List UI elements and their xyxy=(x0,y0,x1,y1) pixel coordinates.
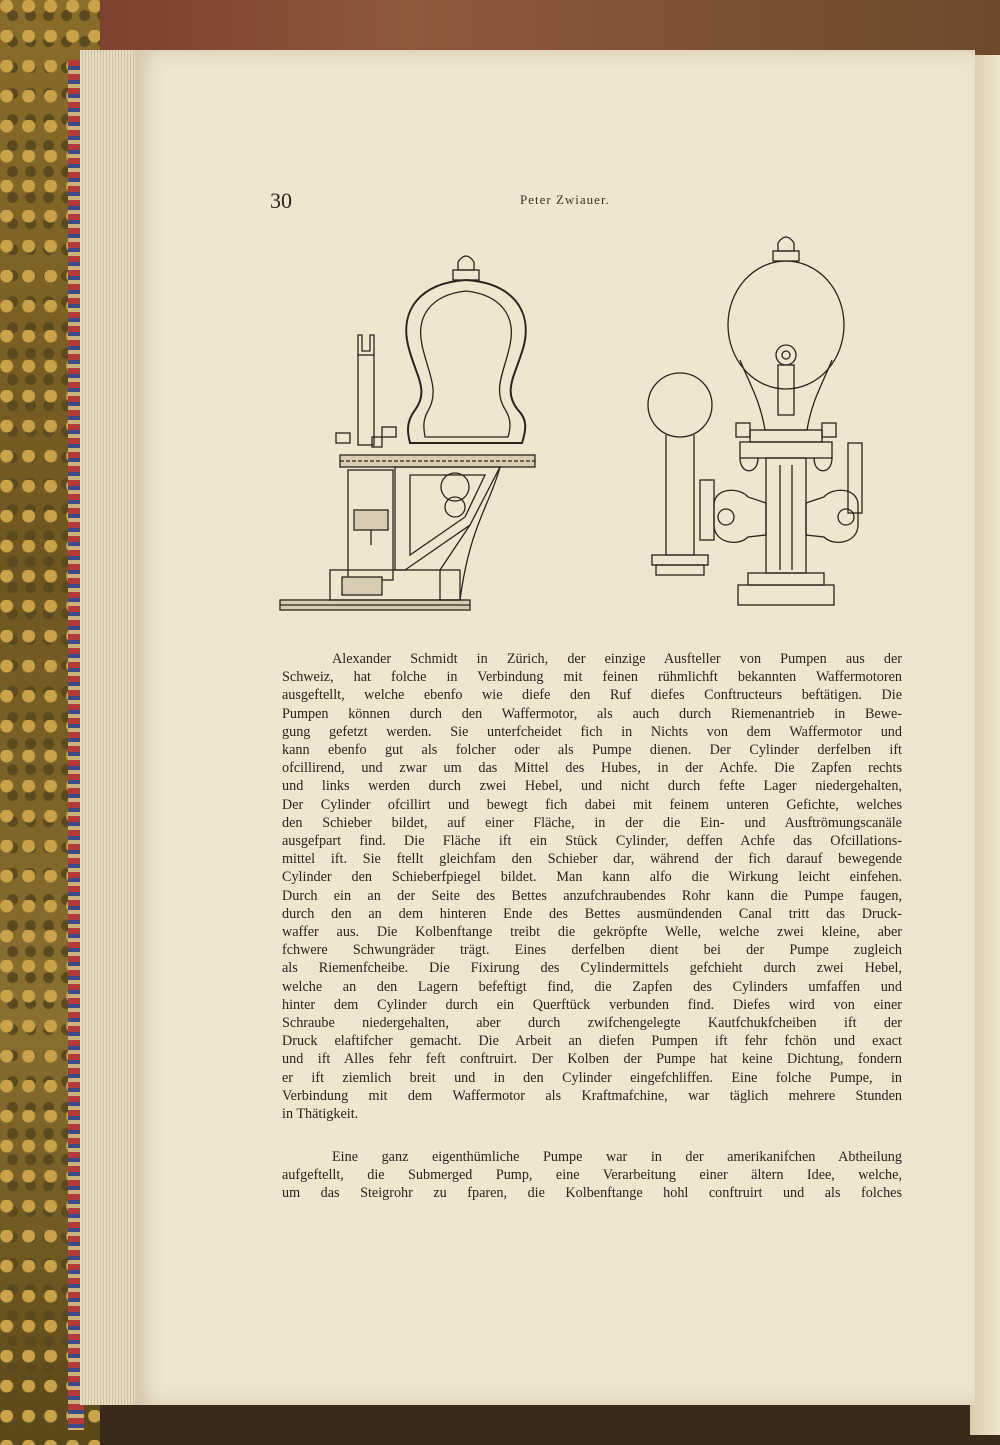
text-line: welche an den Lagern befeftigt find, die Zapfen des Cylinders umfaffen und xyxy=(282,978,902,995)
text-line: den Schieber bildet, auf einer Fläche, in der die Ein- und Ausftrömungscanäle xyxy=(282,814,902,831)
text-line: ofcillirend, und zwar um das Mittel des Hubes, in der Achfe. Die Zapfen rechts xyxy=(282,760,902,777)
pump-illustration xyxy=(270,225,910,620)
text-line: Druck elaftifcher gemacht. Die Arbeit an diefen Pumpen ift fehr fchön und exact xyxy=(282,1033,902,1050)
paragraph-submerged-pump xyxy=(282,1148,902,1203)
text-line: Pumpen können durch den Waffermotor, als auch durch Riemenantrieb in Bewe- xyxy=(282,705,902,722)
text-line: gung gefetzt werden. Sie unterfcheidet fich in Nichts von dem Waffermotor und xyxy=(282,723,902,740)
text-line: Cylinder den Schieberfpiegel bildet. Man kann alfo die Wirkung leicht einfehen. xyxy=(282,869,902,886)
text-line: mittel ift. Sie ftellt gleichfam den Schieber dar, während der fich darauf bewegende xyxy=(282,851,902,868)
text-line: kann ebenfo gut als folcher oder als Pumpe dienen. Der Cylinder derfelben ift xyxy=(282,742,902,759)
pump-front-drawing xyxy=(648,237,862,605)
text-line: hinter dem Cylinder durch ein Querftück verbunden find. Diefes wird von einer xyxy=(282,996,902,1013)
text-line: er ift ziemlich breit und in den Cylinder eingefchliffen. Eine folche Pumpe, in xyxy=(282,1069,902,1086)
text-line: um das Steigrohr zu fparen, die Kolbenftange hohl conftruirt und als folches xyxy=(282,1185,902,1202)
page-stack xyxy=(80,50,140,1405)
text-line: waffer aus. Die Kolbenftange treibt die gekröpfte Welle, welche zwei kleine, aber xyxy=(282,924,902,941)
running-title: Peter Zwiauer. xyxy=(520,192,610,207)
text-line: Schweiz, hat folche in Verbindung mit feinen rühmlichft bekannten Waffermotoren xyxy=(282,669,902,686)
text-line: Eine ganz eigenthümliche Pumpe war in der amerikanifchen Abtheilung xyxy=(332,1149,902,1165)
text-line: ausgefpart find. Die Fläche ift ein Stück Cylinder, deffen Achfe das Ofcillations- xyxy=(282,833,902,850)
text-line: durch den an dem hinteren Ende des Bettes ausmündenden Canal tritt das Druck- xyxy=(282,905,902,922)
text-line: ausgeftellt, welche ebenfo wie diefe den Ruf diefes Conftructeurs beftätigen. Die xyxy=(282,687,902,704)
text-line: in Thätigkeit. xyxy=(282,1106,359,1123)
text-line: Schraube niedergehalten, aber durch zwifchengelegte Kautfchukfcheiben ift der xyxy=(282,1015,902,1032)
text-line: fchwere Schwungräder trägt. Eines derfelben dient bei der Pumpe zugleich xyxy=(282,942,902,959)
text-line: und ift Alles fehr feft conftruirt. Der Kolben der Pumpe hat keine Dichtung, fondern xyxy=(282,1051,902,1068)
text-line: Alexander Schmidt in Zürich, der einzige Ausfteller von Pumpen aus der xyxy=(332,651,902,667)
pump-section-drawing xyxy=(280,256,535,610)
text-line: Durch ein an der Seite des Bettes anzufchraubendes Rohr kann die Pumpe faugen, xyxy=(282,887,902,904)
text-line: und links werden durch zwei Hebel, und nicht durch fefte Lager niedergehalten, xyxy=(282,778,902,795)
text-line: aufgeftellt, die Submerged Pump, eine Verarbeitung einer ältern Idee, welche, xyxy=(282,1167,902,1184)
paragraph-alexander-schmidt xyxy=(282,650,902,1123)
page-number: 30 xyxy=(270,188,292,213)
text-line: Verbindung mit dem Waffermotor als Kraftmafchine, war täglich mehrere Stunden xyxy=(282,1087,902,1104)
text-line: Der Cylinder ofcillirt und bewegt fich dabei mit feinem unteren Gefichte, welches xyxy=(282,796,902,813)
text-line: als Riemenfcheibe. Die Fixirung des Cylindermittels gefchieht durch zwei Hebel, xyxy=(282,960,902,977)
